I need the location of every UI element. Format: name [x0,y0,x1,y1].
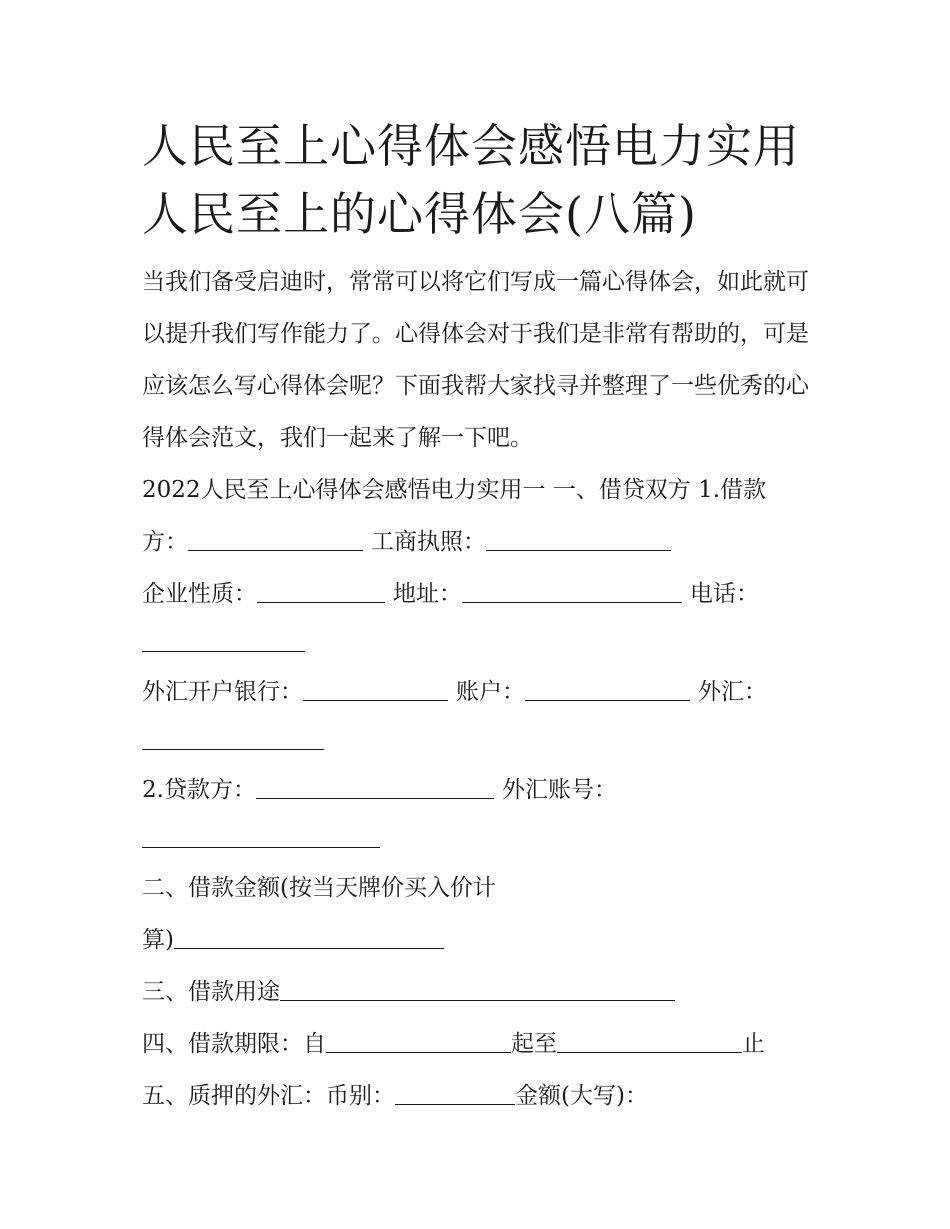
fx-bank-blank [303,677,448,701]
borrower-line [142,516,822,568]
phone-blank [142,628,305,652]
borrower-blank [188,527,363,551]
business-license-blank [486,527,671,551]
loan-amount-line-2 [142,914,822,966]
lender-label: 2.贷款方： [142,777,256,803]
account-blank [525,677,690,701]
document-title: 人民至上心得体会感悟电力实用 人民至上的心得体会(八篇) [142,119,800,241]
document-page [142,112,822,1122]
fx-bank-line [142,666,822,718]
borrower-label: 方： [142,529,188,555]
lender-blank [256,775,494,799]
loan-term-to-blank [557,1029,742,1053]
business-license-label: 工商执照： [371,529,486,555]
phone-blank-line [142,620,822,666]
fx-account-label: 外汇账号： [501,777,617,803]
fx-blank-line [142,718,822,764]
lender-line [142,764,822,816]
loan-purpose-blank [280,977,675,1001]
address-blank [462,579,682,603]
phone-label: 电话： [690,581,759,607]
pledge-line [142,1070,822,1122]
fx-account-blank-line [142,816,822,862]
pledge-label: 五、质押的外汇：币别： [142,1083,395,1109]
address-label: 地址： [393,581,462,607]
fx-bank-label: 外汇开户银行： [142,679,303,705]
pledge-amount-label: 金额(大写)： [515,1083,648,1109]
loan-term-label: 四、借款期限：自 [142,1031,326,1057]
intro-paragraph: 当我们备受启迪时，常常可以将它们写成一篇心得体会，如此就可以提升我们写作能力了。心得体会对于我们是非常有帮助的，可是应该怎么写心得体会呢？下面我帮大家找寻并整理了一些优秀的心得体会范文，我们一起来了解一下吧。 [142,269,809,451]
pledge-currency-blank [395,1081,515,1105]
loan-amount-label-2: 算) [142,927,174,953]
section-heading: 2022人民至上心得体会感悟电力实用一 一、借贷双方 1.借款 [142,477,767,503]
fx-label: 外汇： [698,679,767,705]
loan-purpose-line [142,966,822,1018]
enterprise-line [142,568,822,620]
account-label: 账户： [456,679,525,705]
enterprise-nature-label: 企业性质： [142,581,257,607]
loan-term-from-blank [326,1029,511,1053]
loan-amount-blank [174,925,444,949]
loan-amount-line-1: 二、借款金额(按当天牌价买入价计 [142,875,496,901]
fx-account-blank [142,824,380,848]
loan-term-from-suffix: 起至 [511,1031,557,1057]
fx-blank [142,726,324,750]
loan-term-line [142,1018,822,1070]
loan-purpose-label: 三、借款用途 [142,979,280,1005]
enterprise-nature-blank [257,579,385,603]
loan-term-end-suffix: 止 [742,1031,765,1057]
